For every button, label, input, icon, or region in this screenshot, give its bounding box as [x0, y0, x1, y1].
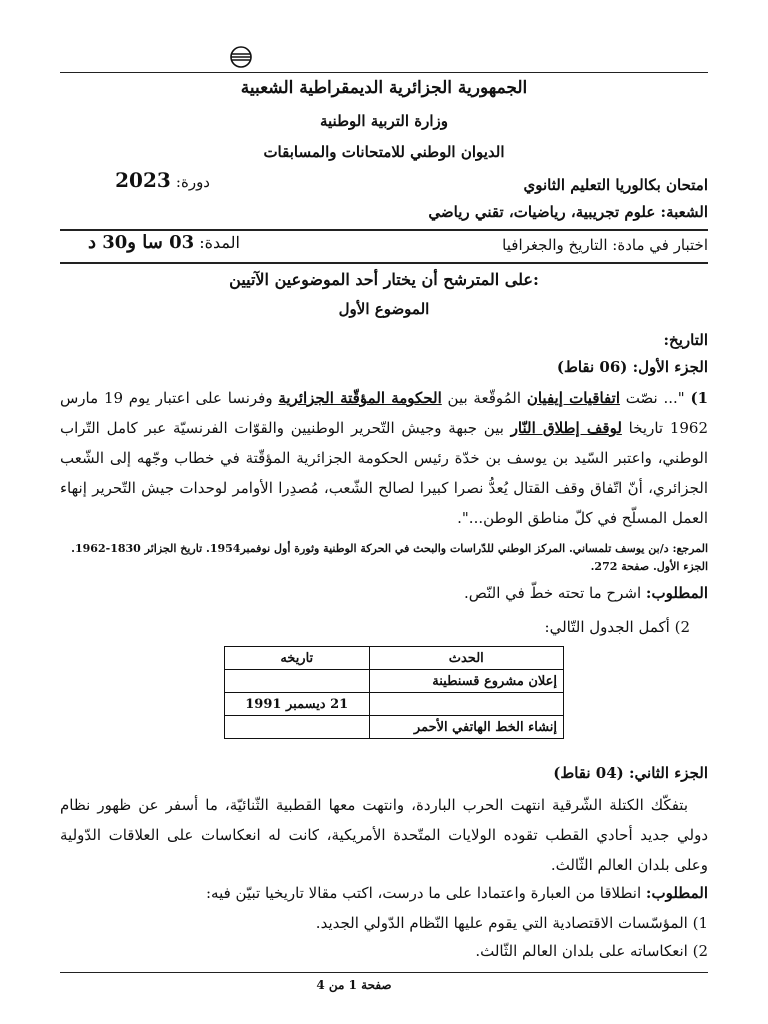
duration-value: 03 سا و30 د: [87, 232, 195, 253]
required1-text: اشرح ما تحته خطّ في النّص.: [463, 584, 646, 602]
table-header-event: الحدث: [369, 647, 564, 670]
part2-title: الجزء الثاني: (04 نقاط): [553, 764, 708, 782]
branch-line: [60, 203, 708, 221]
header-rule: [60, 229, 708, 231]
table-row: [225, 693, 564, 716]
office-title: الديوان الوطني للامتحانات والمسابقات: [263, 143, 505, 161]
table-header-row: [225, 647, 564, 670]
top-rule: [60, 72, 708, 73]
table-header-date: تاريخه: [225, 647, 370, 670]
branch-label: الشعبة:: [660, 203, 708, 221]
page-number: صفحة 1 من 4: [316, 978, 392, 992]
table-cell-event: [369, 693, 564, 716]
session-label: دورة:: [175, 173, 210, 191]
required2: [60, 884, 708, 902]
required2-text: انطلاقا من العبارة واعتمادا على ما درست، اكتب مقالا تاريخيا تبيّن فيه:: [205, 884, 646, 902]
footer-rule: [60, 972, 708, 973]
q1-underlined-government: الحكومة المؤقّتة الجزائرية: [278, 389, 442, 407]
q1-part4: بين جبهة وجيش التّحرير الوطنيين والقوّات الفرنسيّة عبر كامل التّراب الوطني، واعتبر السّيد بن يوسف بن خدّة رئيس الحكومة الجزائرية المؤقّتة في خطاب وجّهه إلى الشّعب الجزائري، أنّ اتّفاق وقف القتال يُعدُّ نصرا كبيرا لصالح الشّعب، مُصدِرا الأوامر لوحدات جيش التّحرير إنهاء العمل المسلّح في كلّ مناطق الوطن...".: [60, 419, 708, 527]
subject-rule: [60, 262, 708, 264]
ministry-title: وزارة التربية الوطنية: [319, 112, 448, 130]
item1: 1) المؤسّسات الاقتصادية التي يقوم عليها النّظام الدّولي الجديد.: [315, 914, 708, 932]
q1-number: 1): [690, 389, 708, 407]
q1-part1: "... نصّت: [620, 389, 685, 407]
subject-label: اختبار في مادة:: [612, 236, 708, 254]
republic-title: الجمهورية الجزائرية الديمقراطية الشعبية: [240, 78, 528, 98]
q1-part3: وفرنسا على اعتبار يوم 19 مارس 1962 تاريخا: [60, 389, 708, 437]
table-cell-date: 21 ديسمبر 1991: [225, 693, 370, 716]
table-cell-date: [225, 670, 370, 693]
q1-underlined-evian: اتفاقيات إيفيان: [526, 389, 620, 407]
choose-instruction: على المترشح أن يختار أحد الموضوعين الآتيين:: [229, 270, 539, 289]
part1-title: الجزء الأول: (06 نقاط): [556, 358, 708, 376]
topic-title: الموضوع الأول: [338, 300, 430, 318]
branch-value: علوم تجريبية، رياضيات، تقني رياضي: [428, 203, 656, 221]
table-row: [225, 716, 564, 739]
q1-underlined-ceasefire: لوقف إطلاق النّار: [510, 419, 622, 437]
table-row: [225, 670, 564, 693]
session: [60, 168, 210, 192]
subject-value: التاريخ والجغرافيا: [502, 236, 608, 254]
session-year: 2023: [115, 168, 171, 192]
question1-text: [60, 383, 708, 533]
required1-label: المطلوب:: [645, 584, 708, 602]
required1: [60, 584, 708, 602]
duration-label: المدة:: [199, 233, 240, 252]
q1-part2: المُوقّعة بين: [441, 389, 527, 407]
globe-logo-icon: [230, 46, 252, 68]
duration: [60, 232, 240, 253]
exam-title: امتحان بكالوريا التعليم الثانوي: [523, 176, 708, 194]
item2: 2) انعكاساته على بلدان العالم الثّالث.: [475, 942, 708, 960]
events-table: [224, 646, 564, 739]
table-cell-event: إعلان مشروع قسنطينة: [369, 670, 564, 693]
reference: المرجع: د/بن يوسف تلمساني. المركز الوطني للدّراسات والبحث في الحركة الوطنية وثورة أول نوفمبر1954. تاريخ الجزائر 1830-1962. الجزء الأول. صفحة 272.: [71, 542, 708, 573]
question2: 2) أكمل الجدول التّالي:: [544, 618, 690, 636]
part2-text: بتفكّك الكتلة الشّرقية انتهت الحرب الباردة، وانتهت معها القطبية الثّنائيّة، ما أسفر عن ظهور نظام دولي جديد أحادي القطب تقوده الولايات المتّحدة الأمريكية، كانت له انعكاسات على العلاقات الدّولية وعلى بلدان العالم الثّالث.: [60, 796, 708, 874]
history-label: التاريخ:: [663, 331, 708, 349]
table-cell-date: [225, 716, 370, 739]
table-cell-event: إنشاء الخط الهاتفي الأحمر: [369, 716, 564, 739]
required2-label: المطلوب:: [645, 884, 708, 902]
